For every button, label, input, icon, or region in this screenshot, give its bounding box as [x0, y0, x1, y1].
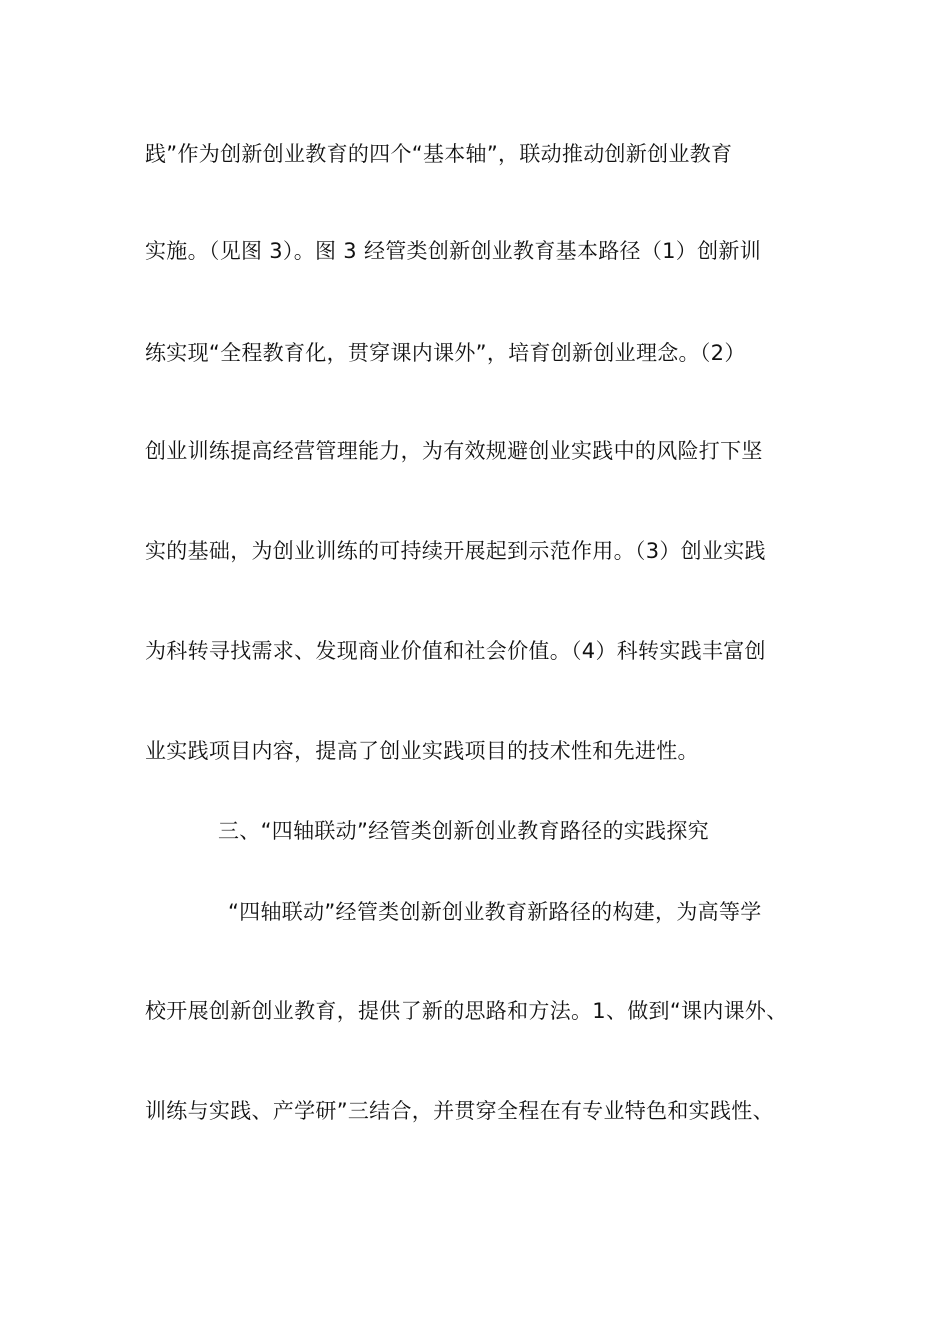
text-line: 练实现“全程教育化，贯穿课内课外”，培育创新创业理念。（2）: [145, 341, 746, 365]
text-line: 校开展创新创业教育，提供了新的思路和方法。1、做到“课内课外、: [145, 999, 788, 1023]
text-line: 实的基础，为创业训练的可持续开展起到示范作用。（3）创业实践: [145, 539, 766, 563]
section-heading: 三、“四轴联动”经管类创新创业教育路径的实践探究: [218, 819, 709, 843]
text-line: “四轴联动”经管类创新创业教育新路径的构建，为高等学: [228, 900, 762, 924]
text-line: 为科转寻找需求、发现商业价值和社会价值。（4）科转实践丰富创: [145, 639, 766, 663]
text-line: 实施。（见图 3）。图 3 经管类创新创业教育基本路径（1）创新训: [145, 239, 762, 263]
text-line: 创业训练提高经营管理能力，为有效规避创业实践中的风险打下坚: [145, 439, 763, 463]
text-line: 训练与实践、产学研”三结合，并贯穿全程在有专业特色和实践性、: [145, 1099, 774, 1123]
text-line: 践”作为创新创业教育的四个“基本轴”，联动推动创新创业教育: [145, 142, 733, 166]
text-line: 业实践项目内容，提高了创业实践项目的技术性和先进性。: [145, 739, 699, 763]
